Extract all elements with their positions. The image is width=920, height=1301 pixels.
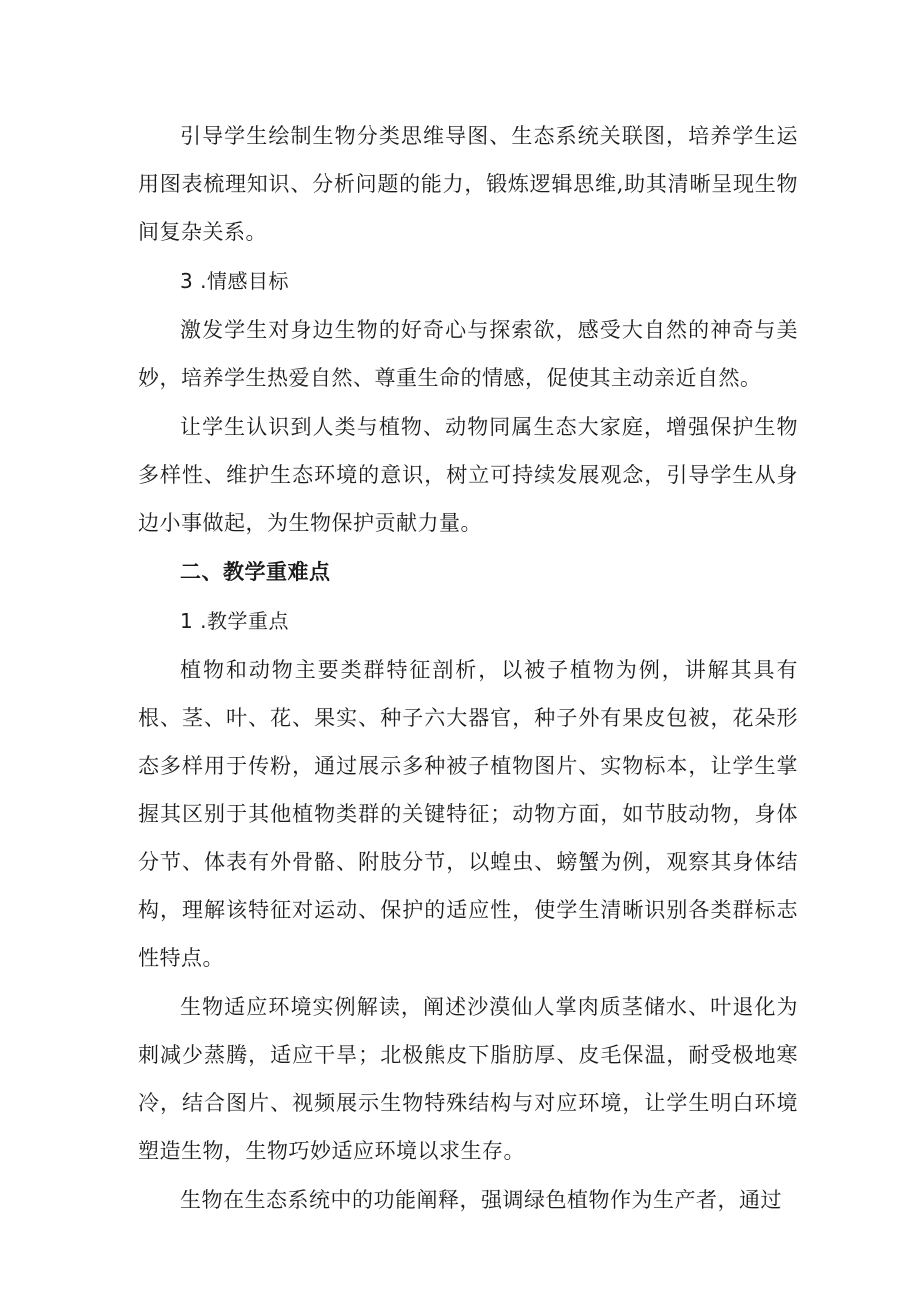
paragraph-protection-awareness: 让学生认识到人类与植物、动物同属生态大家庭，增强保护生物多样性、维护生态环境的意识，树立可持续发展观念，引导学生从身边小事做起，为生物保护贡献力量。 [138,415,798,535]
paragraph-adaptation: 生物适应环境实例解读，阐述沙漠仙人掌肉质茎储水、叶退化为刺减少蒸腾，适应干旱；北极熊皮下脂肪厚、皮毛保温，耐受极地寒冷，结合图片、视频展示生物特殊结构与对应环境，让学生明白环境塑造生物，生物巧妙适应环境以求生存。 [138,995,798,1163]
document-page [138,112,798,1225]
section-heading-key-difficult-points: 二、教学重难点 [180,559,331,584]
subheading-teaching-focus: 1 .教学重点 [180,609,289,633]
paragraph-group-features: 植物和动物主要类群特征剖析，以被子植物为例，讲解其具有根、茎、叶、花、果实、种子六大器官，种子外有果皮包被，花朵形态多样用于传粉，通过展示多种被子植物图片、实物标本，让学生掌握其区别于其他植物类群的关键特征；动物方面，如节肢动物，身体分节、体表有外骨骼、附肢分节，以蝗虫、螃蟹为例，观察其身体结构，理解该特征对运动、保护的适应性，使学生清晰识别各类群标志性特点。 [138,658,798,970]
paragraph-chart-skills: 引导学生绘制生物分类思维导图、生态系统关联图，培养学生运用图表梳理知识、分析问题的能力，锻炼逻辑思维,助其清晰呈现生物间复杂关系。 [138,124,798,244]
paragraph-curiosity: 激发学生对身边生物的好奇心与探索欲，感受大自然的神奇与美妙，培养学生热爱自然、尊重生命的情感，促使其主动亲近自然。 [138,318,798,390]
paragraph-ecosystem-function: 生物在生态系统中的功能阐释，强调绿色植物作为生产者，通过 [180,1188,782,1212]
subheading-emotion-goals: 3 .情感目标 [180,269,289,293]
